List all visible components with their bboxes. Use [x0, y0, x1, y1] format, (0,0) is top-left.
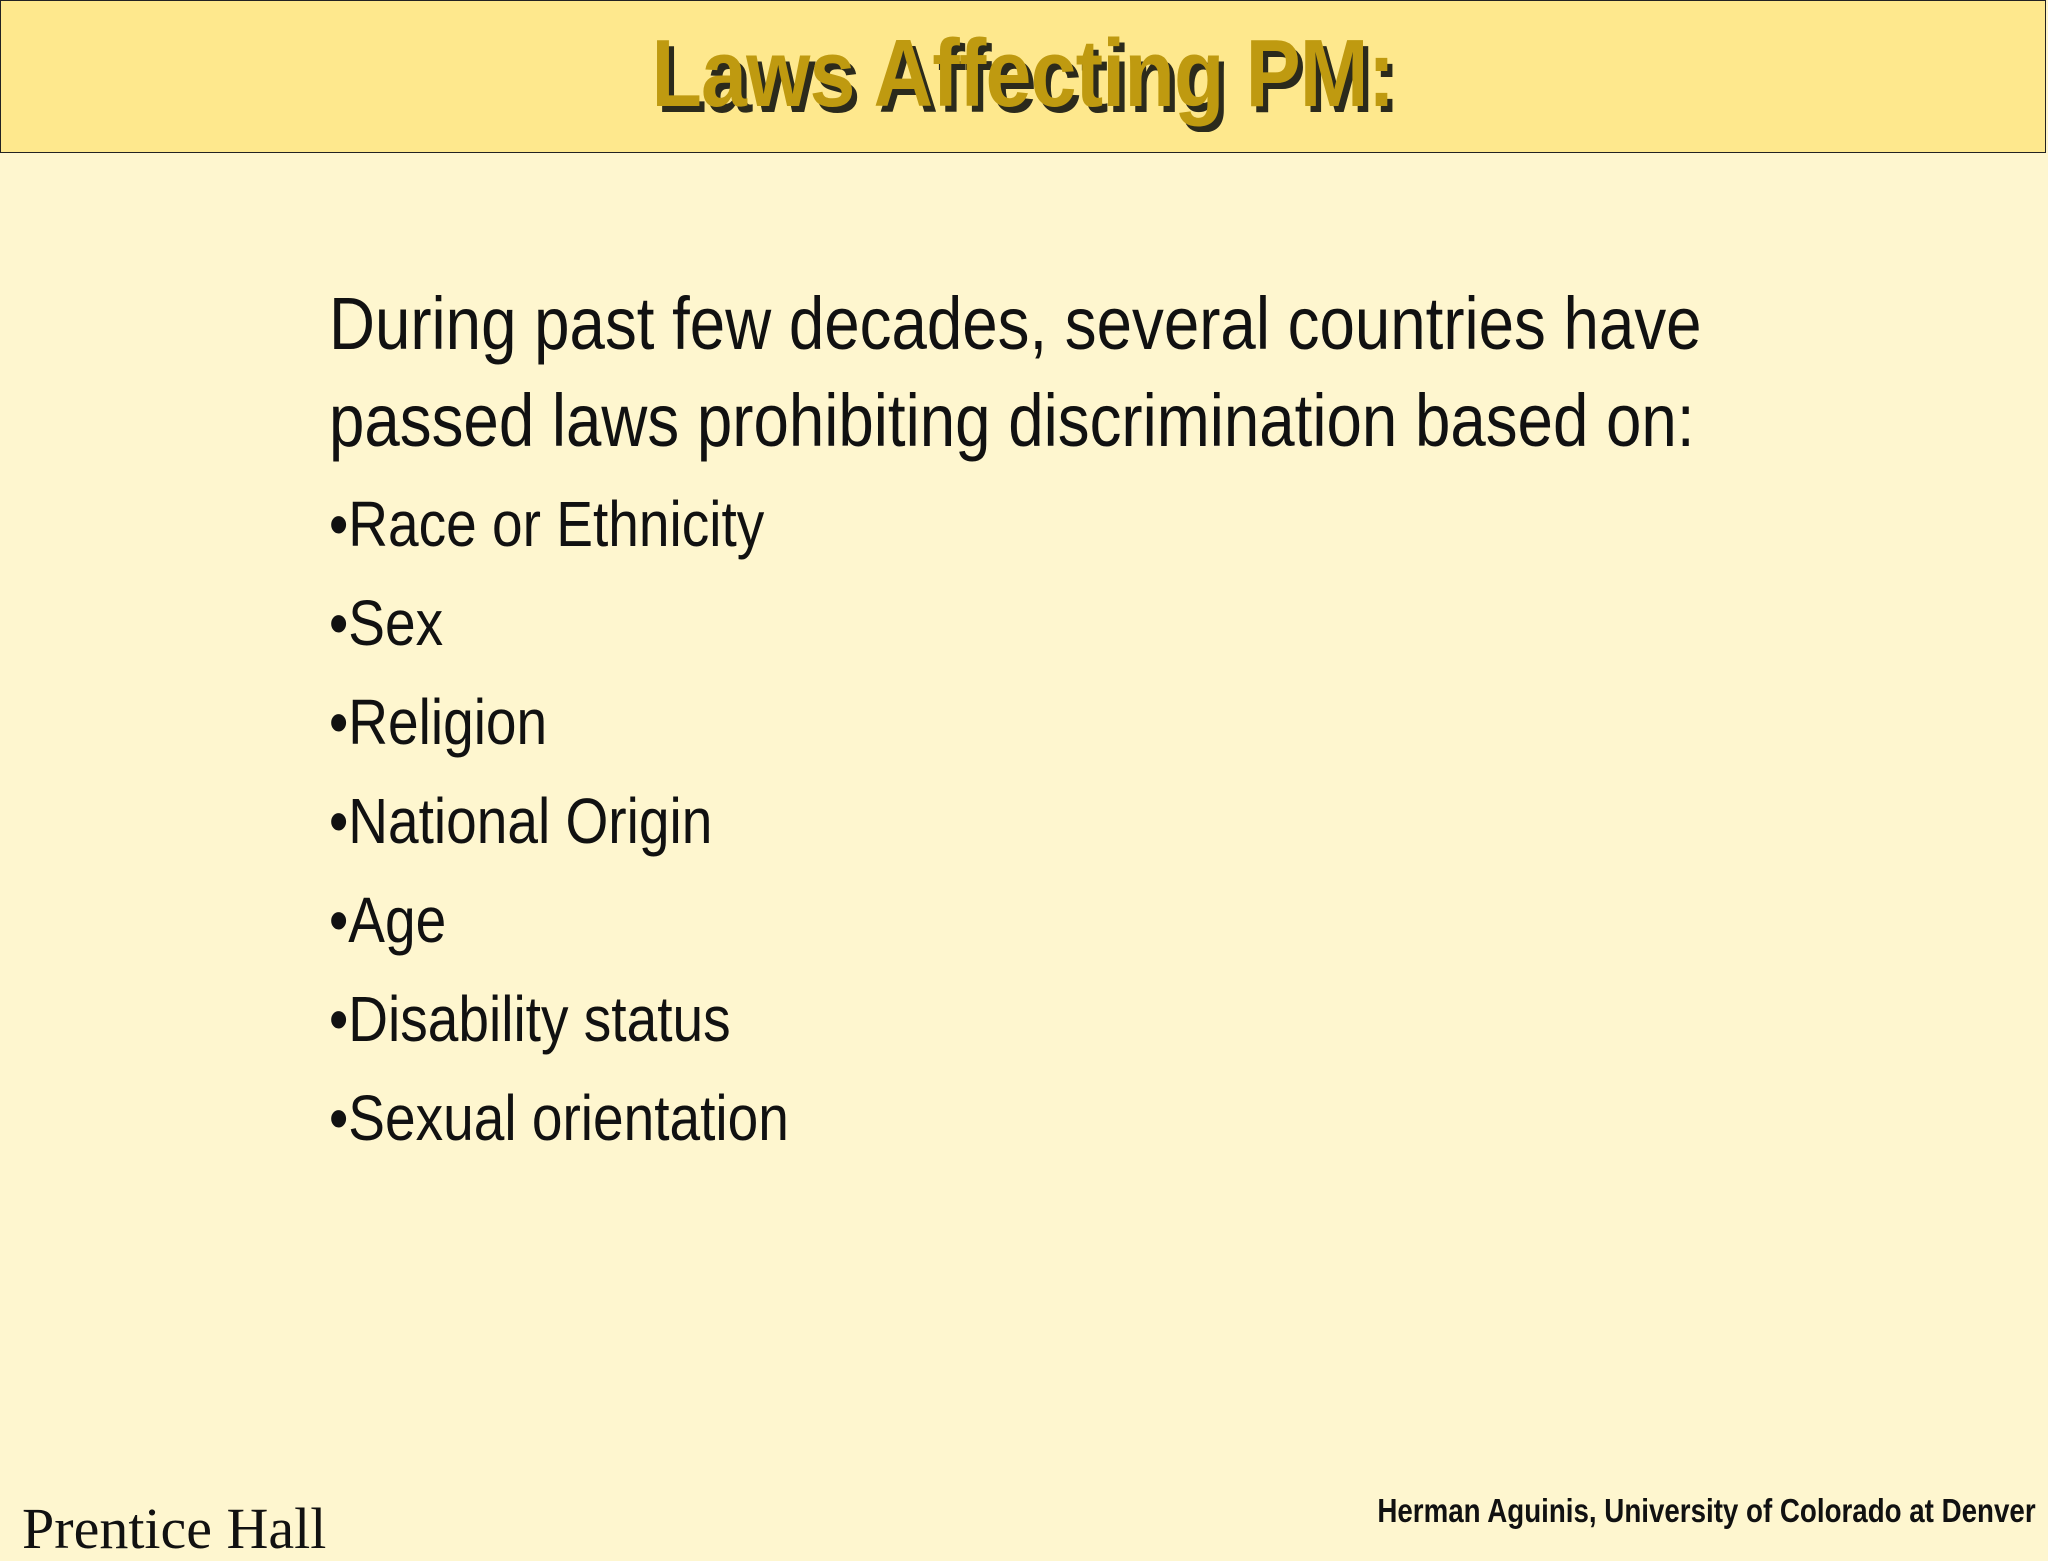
- bullet-text: Race or Ethnicity: [348, 488, 765, 560]
- bullet-text: National Origin: [348, 785, 713, 857]
- author-credit: Herman Aguinis, University of Colorado at Denver: [1377, 1492, 2036, 1529]
- bullet-item-sex: [329, 574, 1619, 673]
- bullet-text: Sex: [348, 587, 444, 659]
- bullet-item-race: [329, 475, 1619, 574]
- intro-text: During past few decades, several countries have passed laws prohibiting discrimination based on:: [329, 282, 1702, 462]
- bullet-item-disability: [329, 970, 1619, 1069]
- bullet-item-age: [329, 871, 1619, 970]
- bullet-text: Religion: [348, 686, 548, 758]
- bullet-marker: •: [329, 587, 349, 659]
- bullet-marker: •: [329, 785, 349, 857]
- bullet-text: Sexual orientation: [348, 1082, 789, 1154]
- bullet-item-sexual-orientation: [329, 1069, 1619, 1168]
- bullet-list: [329, 475, 1829, 1168]
- title-bar: [0, 0, 2046, 153]
- bullet-text: Age: [348, 884, 447, 956]
- bullet-marker: •: [329, 1082, 349, 1154]
- slide-title: Laws Affecting PM:: [651, 19, 1395, 127]
- bullet-item-national-origin: [329, 772, 1619, 871]
- bullet-marker: •: [329, 983, 349, 1055]
- bullet-marker: •: [329, 686, 349, 758]
- bullet-marker: •: [329, 488, 349, 560]
- publisher-footer: Prentice Hall: [22, 1496, 327, 1561]
- bullet-text: Disability status: [348, 983, 731, 1055]
- slide-content: [329, 275, 1829, 1168]
- bullet-item-religion: [329, 673, 1619, 772]
- bullet-marker: •: [329, 884, 349, 956]
